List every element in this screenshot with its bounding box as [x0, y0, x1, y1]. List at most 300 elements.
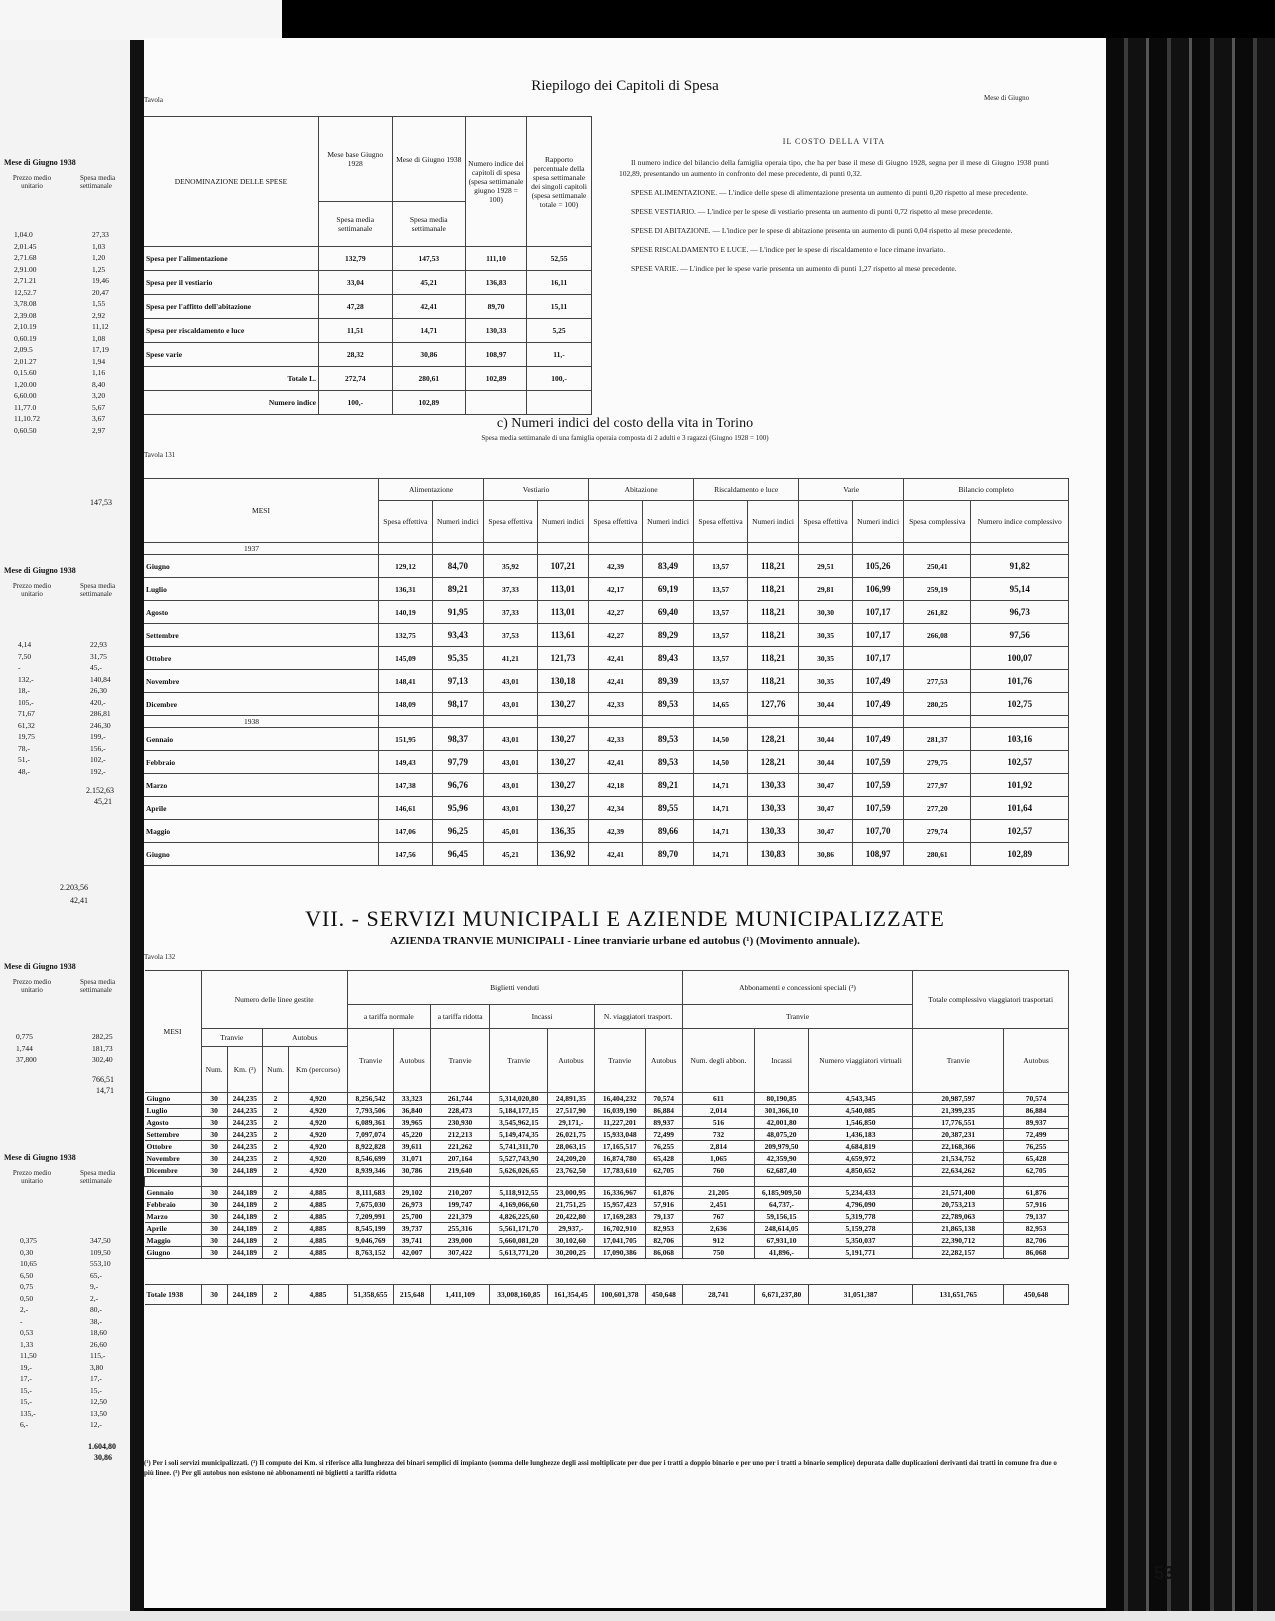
table-cell: 209,979,50	[755, 1141, 808, 1153]
table-cell: 17,165,517	[594, 1141, 645, 1153]
table-cell: 30	[201, 1105, 227, 1117]
table-cell: 100,-	[319, 391, 393, 415]
left-value: 26,60	[90, 1339, 107, 1349]
table-cell: Giugno	[144, 555, 379, 578]
table-cell: Dicembre	[145, 1165, 202, 1177]
table-cell: 69,40	[642, 601, 693, 624]
table-cell: 64,737,-	[755, 1199, 808, 1211]
table-cell: 30	[201, 1199, 227, 1211]
left-value: 2,01.27	[14, 356, 37, 366]
table-cell: 14,50	[694, 751, 748, 774]
table-cell: 13,57	[694, 670, 748, 693]
table-cell: 30,30	[799, 601, 853, 624]
table-cell: 22,282,157	[913, 1247, 1004, 1259]
column-header: Num.	[201, 1047, 227, 1093]
table-cell: 42,39	[589, 555, 643, 578]
table-cell: Ottobre	[144, 647, 379, 670]
summary-title: Riepilogo dei Capitoli di Spesa	[531, 78, 719, 94]
table-cell: 89,29	[642, 624, 693, 647]
table-cell: Giugno	[145, 1247, 202, 1259]
table-cell: 89,39	[642, 670, 693, 693]
table-cell: 250,41	[904, 555, 971, 578]
table-cell: 1938	[144, 716, 379, 728]
column-header: Mese di Giugno 1938	[392, 117, 466, 202]
table-cell: 30,47	[799, 820, 853, 843]
table-cell: 2	[262, 1153, 288, 1165]
table-cell: 102,57	[971, 820, 1069, 843]
table-cell: 65,428	[1004, 1153, 1069, 1165]
table-cell: Maggio	[144, 820, 379, 843]
table-cell: 13,57	[694, 555, 748, 578]
table-cell: 67,931,10	[755, 1235, 808, 1247]
table-cell: 11,51	[319, 319, 393, 343]
tavola-label: Tavola	[144, 96, 163, 104]
left-value: 181,73	[92, 1043, 113, 1053]
table-cell: 2,451	[682, 1199, 755, 1211]
table-cell: 16,11	[527, 271, 592, 295]
left-value: 15,-	[20, 1397, 32, 1406]
table-cell: 14,71	[694, 774, 748, 797]
column-header: Autobus	[262, 1029, 347, 1047]
table-cell: 2,814	[682, 1141, 755, 1153]
left-value: 51,-	[18, 755, 30, 764]
left-value: 135,-	[20, 1408, 36, 1418]
table-cell: 42,27	[589, 624, 643, 647]
table-cell: 113,61	[537, 624, 588, 647]
table-cell: 4,885	[289, 1223, 348, 1235]
table-cell: 86,884	[645, 1105, 682, 1117]
table-cell: 244,235	[227, 1093, 262, 1105]
section-title: VII. - SERVIZI MUNICIPALI E AZIENDE MUNICIPALIZZATE	[305, 906, 945, 931]
table-cell: 5,314,020,80	[490, 1093, 548, 1105]
column-header: Numero delle linee gestite	[201, 971, 347, 1029]
table-cell: 1,411,109	[430, 1285, 490, 1305]
table-cell: 42,18	[589, 774, 643, 797]
left-value: 26,30	[90, 686, 107, 695]
column-header: Incassi	[490, 1005, 594, 1029]
table-cell: 207,164	[430, 1153, 490, 1165]
table-cell: 30,44	[799, 751, 853, 774]
table-cell: 30,35	[799, 647, 853, 670]
table-cell: 30,47	[799, 774, 853, 797]
table-cell: 84,70	[432, 555, 483, 578]
column-header: Alimentazione	[379, 479, 484, 501]
table-cell: 9,046,769	[347, 1235, 393, 1247]
table-cell: 51,358,655	[347, 1285, 393, 1305]
table-row	[144, 843, 1069, 866]
table-cell: 28,741	[682, 1285, 755, 1305]
table-cell: 30,786	[394, 1165, 430, 1177]
left-value: 20,47	[92, 287, 109, 297]
table-cell: Ottobre	[145, 1141, 202, 1153]
table-cell: 35,92	[484, 555, 538, 578]
column-header: Numeri indici	[537, 501, 588, 543]
table-cell: 111,10	[466, 247, 527, 271]
left-col-header: Prezzo medio unitario	[12, 174, 52, 190]
table-cell: Spesa per riscaldamento e luce	[144, 319, 319, 343]
table-cell: 82,953	[645, 1223, 682, 1235]
left-value: 10,65	[20, 1259, 37, 1268]
table-cell: 244,189	[227, 1235, 262, 1247]
table-cell: 22,789,063	[913, 1211, 1004, 1223]
left-value: 6,50	[20, 1270, 34, 1280]
table-cell: Spesa per il vestiario	[144, 271, 319, 295]
column-header: Autobus	[1004, 1029, 1069, 1093]
table-cell: 130,33	[747, 774, 798, 797]
table-cell: 2,014	[682, 1105, 755, 1117]
table-cell: 30	[201, 1247, 227, 1259]
column-header: Tranvie	[430, 1029, 490, 1093]
table-cell: Maggio	[145, 1235, 202, 1247]
table-cell: 98,17	[432, 693, 483, 716]
table-cell: 248,614,05	[755, 1223, 808, 1235]
table-cell: 41,21	[484, 647, 538, 670]
table-cell: 760	[682, 1165, 755, 1177]
table-cell: 76,255	[1004, 1141, 1069, 1153]
table-row	[144, 647, 1069, 670]
left-value: 71,67	[18, 709, 35, 718]
table-cell: 101,64	[971, 797, 1069, 820]
table-cell: 255,316	[430, 1223, 490, 1235]
costo-vita-paragraph: Il numero indice del bilancio della famiglia operaia tipo, che ha per base il mese di Giugno 1928, segna per il mese di Giugno 1938 punti 102,89, presentando un aumento in confronto del mese precedente, di punti 0,32.	[619, 158, 1049, 178]
table-cell: 4,885	[289, 1211, 348, 1223]
column-header: Rapporto percentuale della spesa settimanale dei singoli capitoli (spesa settimanale totale = 100)	[527, 117, 592, 247]
table-cell: 30	[201, 1093, 227, 1105]
table-cell: 4,826,225,60	[490, 1211, 548, 1223]
page-edges	[1106, 38, 1275, 1611]
table-cell: 106,99	[853, 578, 904, 601]
column-header: Varie	[799, 479, 904, 501]
left-value: 61,32	[18, 720, 35, 730]
table-cell: 79,137	[1004, 1211, 1069, 1223]
table-cell: Novembre	[144, 670, 379, 693]
table-cell: 118,21	[747, 624, 798, 647]
table-cell: 272,74	[319, 367, 393, 391]
table-cell: 4,885	[289, 1187, 348, 1199]
table-cell: 30,44	[799, 728, 853, 751]
table-cell: 130,18	[537, 670, 588, 693]
table-cell: 148,41	[379, 670, 433, 693]
left-value: 45,-	[90, 663, 102, 672]
table-cell: 30,86	[392, 343, 466, 367]
table-cell: 2	[262, 1247, 288, 1259]
table-row	[144, 670, 1069, 693]
costo-vita-paragraph: SPESE ALIMENTAZIONE. — L'indice delle spese di alimentazione presenta un aumento di punti 0,20 rispetto al mese precedente.	[631, 188, 1028, 197]
table-cell: 750	[682, 1247, 755, 1259]
table-cell: 221,379	[430, 1211, 490, 1223]
table-row	[145, 1141, 1069, 1153]
table-cell: 1937	[144, 543, 379, 555]
table-cell: 2	[262, 1093, 288, 1105]
column-header: Incassi	[755, 1029, 808, 1093]
table-cell: 36,840	[394, 1105, 430, 1117]
table-cell: 45,21	[392, 271, 466, 295]
table-cell: 13,57	[694, 624, 748, 647]
table-cell: 30,35	[799, 624, 853, 647]
table-cell: 89,43	[642, 647, 693, 670]
table-cell: 79,137	[645, 1211, 682, 1223]
table-row	[144, 728, 1069, 751]
table-cell: 132,75	[379, 624, 433, 647]
table-cell: 8,922,828	[347, 1141, 393, 1153]
table-cell: Gennaio	[144, 728, 379, 751]
left-value: 0,75	[20, 1282, 34, 1291]
table-cell: 118,21	[747, 555, 798, 578]
left-value: 420,-	[90, 697, 106, 707]
costo-vita-paragraph: SPESE VARIE. — L'indice per le spese varie presenta un aumento di punti 1,27 rispetto al mese precedente.	[631, 264, 957, 273]
table-cell: 7,793,506	[347, 1105, 393, 1117]
table-cell: 516	[682, 1117, 755, 1129]
column-header: Num. degli abbon.	[682, 1029, 755, 1093]
table-cell: Totale 1938	[145, 1285, 202, 1305]
table-cell: 17,090,386	[594, 1247, 645, 1259]
table-cell: 307,422	[430, 1247, 490, 1259]
table-cell: 89,937	[1004, 1117, 1069, 1129]
table-cell: 89,66	[642, 820, 693, 843]
costo-vita-text	[619, 136, 1049, 282]
table-cell: 24,891,35	[548, 1093, 594, 1105]
left-value: 9,-	[90, 1282, 99, 1291]
left-value: 80,-	[90, 1305, 102, 1314]
table-cell: 43,01	[484, 693, 538, 716]
table-cell: 37,53	[484, 624, 538, 647]
table-cell: 33,04	[319, 271, 393, 295]
table-row	[145, 1105, 1069, 1117]
table-cell: 108,97	[466, 343, 527, 367]
left-value: 7,50	[18, 651, 32, 661]
table-cell: 89,21	[432, 578, 483, 601]
table-cell: Totale L.	[144, 367, 319, 391]
table-cell: 97,13	[432, 670, 483, 693]
left-page-fragment	[0, 40, 130, 1611]
left-value: 4,14	[18, 640, 32, 649]
left-total: 42,41	[70, 896, 88, 905]
table-cell: 100,-	[527, 367, 592, 391]
indici-table	[144, 478, 1069, 866]
table-cell: 147,53	[392, 247, 466, 271]
table-cell: 82,706	[1004, 1235, 1069, 1247]
table-cell: 8,545,199	[347, 1223, 393, 1235]
table-cell: 24,209,20	[548, 1153, 594, 1165]
table-cell: 4,659,972	[808, 1153, 913, 1165]
column-header: Tranvie	[913, 1029, 1004, 1093]
table-cell: 107,59	[853, 797, 904, 820]
table-cell: 57,916	[645, 1199, 682, 1211]
left-value: 18,60	[90, 1328, 107, 1337]
table-cell: 42,359,90	[755, 1153, 808, 1165]
table-cell: 239,000	[430, 1235, 490, 1247]
table-cell: 5,350,037	[808, 1235, 913, 1247]
left-value: 192,-	[90, 766, 106, 776]
table-cell: Gennaio	[145, 1187, 202, 1199]
table-cell: 26,021,75	[548, 1129, 594, 1141]
table-cell: 82,953	[1004, 1223, 1069, 1235]
table-cell: 140,19	[379, 601, 433, 624]
table-cell: 5,319,778	[808, 1211, 913, 1223]
column-header: DENOMINAZIONE DELLE SPESE	[144, 117, 319, 247]
table-cell: 14,71	[694, 797, 748, 820]
table-row	[145, 1285, 1069, 1305]
table-cell: 15,11	[527, 295, 592, 319]
table-cell: 146,61	[379, 797, 433, 820]
table-cell: 29,171,-	[548, 1117, 594, 1129]
column-header: a tariffa ridotta	[430, 1005, 490, 1029]
table-cell: 69,19	[642, 578, 693, 601]
column-header: MESI	[145, 971, 202, 1093]
table-cell: 102,89	[466, 367, 527, 391]
table-cell: 128,21	[747, 751, 798, 774]
column-header: Abbonamenti e concessioni speciali (³)	[682, 971, 913, 1005]
table-cell: 29,81	[799, 578, 853, 601]
table-cell: 42,41	[589, 647, 643, 670]
left-value: 11,12	[92, 322, 109, 331]
left-value: -	[20, 1316, 23, 1326]
table-cell: 28,32	[319, 343, 393, 367]
table-cell: 14,71	[694, 820, 748, 843]
table-cell: 45,220	[394, 1129, 430, 1141]
table-cell: 42,33	[589, 693, 643, 716]
table-cell: 31,071	[394, 1153, 430, 1165]
table-cell: 16,702,910	[594, 1223, 645, 1235]
left-value: 2,-	[90, 1293, 99, 1303]
left-value: 27,33	[92, 230, 109, 239]
table-cell: 30	[201, 1165, 227, 1177]
column-header: Vestiario	[484, 479, 589, 501]
left-value: 17,-	[20, 1374, 32, 1383]
table-cell: Febbraio	[144, 751, 379, 774]
table-cell: 29,51	[799, 555, 853, 578]
table-cell: 43,01	[484, 774, 538, 797]
left-value: -	[18, 663, 21, 672]
table-cell: 13,57	[694, 578, 748, 601]
table-cell: 100,07	[971, 647, 1069, 670]
table-cell: 37,33	[484, 578, 538, 601]
table-cell: 118,21	[747, 647, 798, 670]
table-cell: 4,885	[289, 1285, 348, 1305]
table-cell: 83,49	[642, 555, 693, 578]
table-cell: 107,59	[853, 774, 904, 797]
footnotes: (¹) Per i soli servizi municipalizzati. (²) Il computo dei Km. si riferisce alla lunghezza dei binari semplici di impianto (somma delle lunghezze degli assi moltiplicate per due per i tratti a doppio binario e per uno per i tratti a binario semplice) depurata dalle duplicazioni derivanti dai tratti in comune fra due o più linee. (³) Per gli autobus non esistono nè abbonamenti nè biglietti a tariffa ridotta	[144, 1459, 1057, 1477]
table-cell: 22,168,366	[913, 1141, 1004, 1153]
table-cell: Settembre	[145, 1129, 202, 1141]
table-cell: 22,390,712	[913, 1235, 1004, 1247]
table-cell: 244,235	[227, 1129, 262, 1141]
table-cell: Aprile	[144, 797, 379, 820]
table-cell: 5,149,474,35	[490, 1129, 548, 1141]
column-header: Km (percorso)	[289, 1047, 348, 1093]
table-cell: 259,19	[904, 578, 971, 601]
left-total: 14,71	[96, 1086, 114, 1095]
left-value: 2,39.08	[14, 310, 37, 320]
left-value: 1,04.0	[14, 230, 33, 239]
left-col-header: Prezzo medio unitario	[12, 1169, 52, 1185]
table-cell: Luglio	[145, 1105, 202, 1117]
table-cell: 118,21	[747, 670, 798, 693]
table-row	[144, 555, 1069, 578]
left-value: 1,94	[92, 356, 106, 366]
month-label: Mese di Giugno	[984, 94, 1030, 102]
table-cell: 130,27	[537, 693, 588, 716]
table-cell: 102,75	[971, 693, 1069, 716]
table-cell: 45,21	[484, 843, 538, 866]
indici-title: c) Numeri indici del costo della vita in Torino	[496, 416, 754, 431]
left-total: 147,53	[90, 498, 112, 507]
table-cell: 30,200,25	[548, 1247, 594, 1259]
table-cell: 149,43	[379, 751, 433, 774]
table-cell: 14,50	[694, 728, 748, 751]
left-value: 13,50	[90, 1408, 107, 1418]
column-header: Tranvie	[490, 1029, 548, 1093]
table-cell: 42,001,80	[755, 1117, 808, 1129]
table-cell: 14,65	[694, 693, 748, 716]
table-cell: 95,35	[432, 647, 483, 670]
table-cell: 5,234,433	[808, 1187, 913, 1199]
table-cell: 47,28	[319, 295, 393, 319]
table-cell: 7,675,030	[347, 1199, 393, 1211]
table-cell: 20,987,597	[913, 1093, 1004, 1105]
left-value: 11,10.72	[14, 414, 40, 423]
table-cell: Marzo	[145, 1211, 202, 1223]
table-cell: 2	[262, 1285, 288, 1305]
table-cell: 277,97	[904, 774, 971, 797]
table-cell: 8,256,542	[347, 1093, 393, 1105]
table-cell: 4,885	[289, 1235, 348, 1247]
table-cell: 30	[201, 1117, 227, 1129]
table-cell: 42,007	[394, 1247, 430, 1259]
left-value: 286,81	[90, 709, 111, 718]
table-cell: Febbraio	[145, 1199, 202, 1211]
table-cell: 42,41	[589, 670, 643, 693]
costo-vita-paragraph: SPESE DI ABITAZIONE. — L'indice per le spese di abitazione presenta un aumento di punti 0,04 rispetto al mese precedente.	[631, 226, 1013, 235]
left-value: 19,46	[92, 276, 109, 285]
table-row	[144, 774, 1069, 797]
table-cell: 30,47	[799, 797, 853, 820]
left-value: 12,50	[90, 1397, 107, 1406]
left-value: 553,10	[90, 1259, 111, 1268]
table-cell: 130,83	[747, 843, 798, 866]
document-page	[144, 38, 1175, 1608]
table-cell: Settembre	[144, 624, 379, 647]
table-cell: 107,21	[537, 555, 588, 578]
left-value: 19,75	[18, 732, 35, 741]
table-cell: 261,82	[904, 601, 971, 624]
table-cell: 30	[201, 1211, 227, 1223]
table-cell: 61,876	[1004, 1187, 1069, 1199]
table-cell: 4,796,090	[808, 1199, 913, 1211]
table-cell: 107,49	[853, 693, 904, 716]
column-header: Totale complessivo viaggiatori trasportati	[913, 971, 1069, 1029]
table-cell: 280,61	[904, 843, 971, 866]
left-value: 18,-	[18, 686, 30, 695]
table-cell: 2	[262, 1187, 288, 1199]
table-cell: 16,404,232	[594, 1093, 645, 1105]
table-cell: 147,38	[379, 774, 433, 797]
table-cell: 4,850,652	[808, 1165, 913, 1177]
table-cell: 30,86	[799, 843, 853, 866]
column-header: Numeri indici	[747, 501, 798, 543]
table-row	[145, 1223, 1069, 1235]
table-cell: 244,189	[227, 1285, 262, 1305]
table-cell: 100,601,378	[594, 1285, 645, 1305]
table-cell: 21,865,138	[913, 1223, 1004, 1235]
table-cell: 221,262	[430, 1141, 490, 1153]
table-cell: 70,574	[645, 1093, 682, 1105]
table-cell: 43,01	[484, 751, 538, 774]
table-cell: 129,12	[379, 555, 433, 578]
table-cell: 43,01	[484, 797, 538, 820]
table-cell: Numero indice	[144, 391, 319, 415]
table-cell: 611	[682, 1093, 755, 1105]
